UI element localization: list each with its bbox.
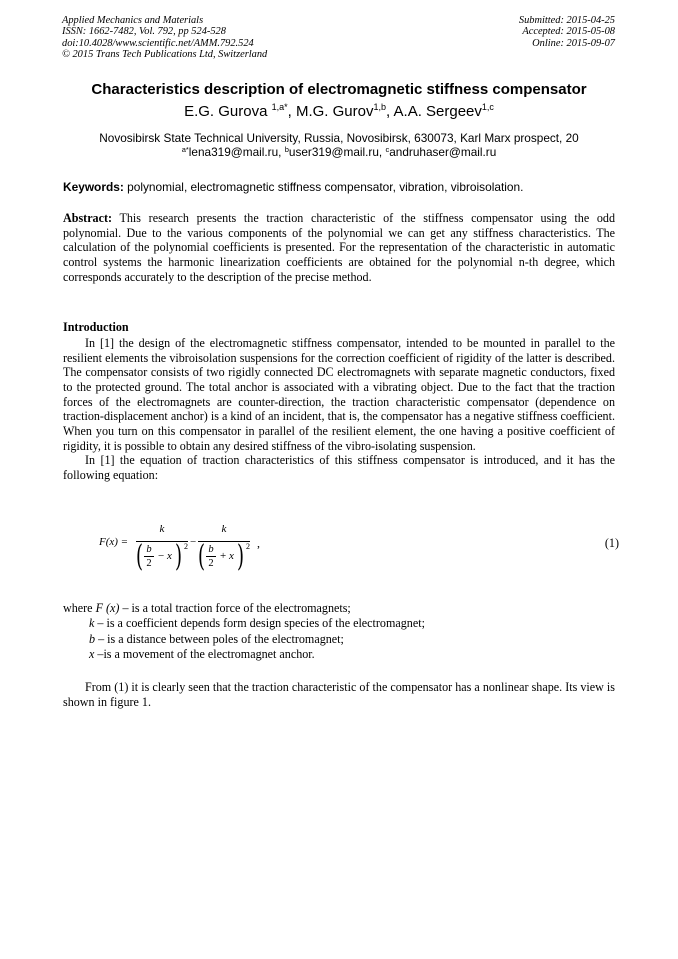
author-name: M.G. Gurov: [295, 103, 374, 120]
email-link[interactable]: lena319@mail.ru: [188, 145, 279, 159]
journal-name: Applied Mechanics and Materials: [62, 15, 204, 26]
author-affiliation-mark: 1,b: [373, 102, 386, 112]
email-link[interactable]: andruhaser@mail.ru: [389, 145, 497, 159]
email-mark: a*: [181, 145, 189, 154]
submission-dates: [519, 15, 615, 49]
definition-line: x –is a movement of the electromagnet anchor.: [89, 646, 315, 661]
author-affiliation-mark: 1,c: [481, 102, 494, 112]
affiliation-block: [40, 131, 638, 159]
abstract-label: Abstract:: [63, 211, 113, 225]
fraction-term-1: k ( b 2 − x ) 2: [136, 523, 188, 574]
numerator: k: [159, 523, 165, 535]
definition-line: k – is a coefficient depends form design species of the electromagnet;: [89, 616, 425, 631]
paragraph: In [1] the design of the electromagnetic stiffness compensator, intended to be mounted in parallel to the resilient elements the vibroisolation suspensions for the correction coefficient of rigidity of the latter is described. The compensator consists of two rigidly connected DC electromagnets with separate magnetic conductors, fixed to the protected ground. The total anchor is associated with a vibrating object. Due to the fact that the traction forces of the electromagnets are counter-direction, the traction characteristic compensator (dependence on traction-displacement anchor) is a kind of an incident, that is, the compensator has a negative stiffness coefficient. When you turn on this compensator in parallel of the resilient element, the one having a positive coefficient of rigidity, it is possible to obtain any desired stiffness of the vibro-isolating suspension.: [63, 336, 615, 453]
variable-definitions: [63, 601, 425, 662]
b-over-2: b 2: [206, 544, 216, 569]
left-paren: (: [198, 539, 206, 574]
paper-title: Characteristics description of electromagnetic stiffness compensator: [91, 81, 587, 98]
fraction-term-2: k ( b 2 + x ) 2: [198, 523, 250, 574]
email-mark: c: [385, 145, 390, 154]
right-paren: ): [237, 539, 245, 574]
affiliation: Novosibirsk State Technical University, Russia, Novosibirsk, 630073, Karl Marx prospect, 20: [99, 131, 579, 145]
paragraph: In [1] the equation of traction characteristics of this stiffness compensator is introduced, and it has the following equation:: [63, 453, 615, 482]
b-over-2: b 2: [144, 544, 154, 569]
definition-line: where F (x) – is a total traction force of the electromagnets;: [63, 601, 351, 615]
exponent: 2: [184, 542, 188, 551]
closing-paragraph: [63, 680, 615, 709]
journal-info: [62, 15, 267, 61]
accepted-date: Accepted: 2015-05-08: [522, 26, 615, 38]
doi-line: doi:10.4028/www.scientific.net/AMM.792.524: [62, 37, 254, 49]
paragraph: From (1) it is clearly seen that the traction characteristic of the compensator has a nonlinear shape. Its view is shown in figure 1.: [63, 680, 615, 709]
author-affiliation-mark: 1,a*: [271, 102, 288, 112]
keywords-label: Keywords:: [63, 180, 124, 194]
abstract: [63, 211, 615, 284]
author-list: E.G. Gurova $^{1,a*}$, M.G. Gurov$^{1,b}$, A.A. Sergeev$^{1,c}$: [184, 102, 494, 120]
left-paren: (: [136, 539, 144, 574]
copyright-line: © 2015 Trans Tech Publications Ltd, Switzerland: [62, 49, 268, 61]
email-list: $^{a*}$lena319@mail.ru, $^b$user319@mail.ru, $^c$andruhaser@mail.ru: [181, 145, 497, 159]
keywords-text: polynomial, electromagnetic stiffness compensator, vibration, vibroisolation.: [127, 180, 524, 194]
exponent: 2: [246, 542, 250, 551]
minus-sign: −: [190, 536, 197, 548]
abstract-text: This research presents the traction characteristic of the stiffness compensator using the odd polynomial. Due to the various components of the polynomial we can get any stiffness characteristics. The calculation of the polynomial coefficients is presented. For the representation of the characteristic in automatic control systems the harmonic linearization coefficients are obtained for the polynomial n-th degree, which corresponds accurately to the description of the precise method.: [63, 211, 615, 284]
equation-number: (1): [604, 536, 619, 550]
issn-line: ISSN: 1662-7482, Vol. 792, pp 524-528: [62, 26, 226, 38]
author-name: A.A. Sergeev: [393, 103, 482, 120]
section-heading-introduction: Introduction: [63, 320, 129, 334]
keywords: [63, 180, 523, 194]
equation-lhs: F(x) =: [99, 536, 129, 548]
right-paren: ): [175, 539, 183, 574]
equation-1: [99, 523, 619, 586]
submitted-date: Submitted: 2015-04-25: [518, 15, 615, 26]
author-name: E.G. Gurova: [184, 103, 268, 120]
numerator: k: [221, 523, 227, 535]
definition-line: b – is a distance between poles of the electromagnet;: [89, 631, 344, 646]
email-link[interactable]: user319@mail.ru: [288, 145, 379, 159]
introduction-body: [63, 336, 615, 483]
online-date: Online: 2015-09-07: [532, 37, 615, 49]
email-mark: b: [284, 145, 289, 154]
equation-comma: ,: [257, 536, 260, 550]
